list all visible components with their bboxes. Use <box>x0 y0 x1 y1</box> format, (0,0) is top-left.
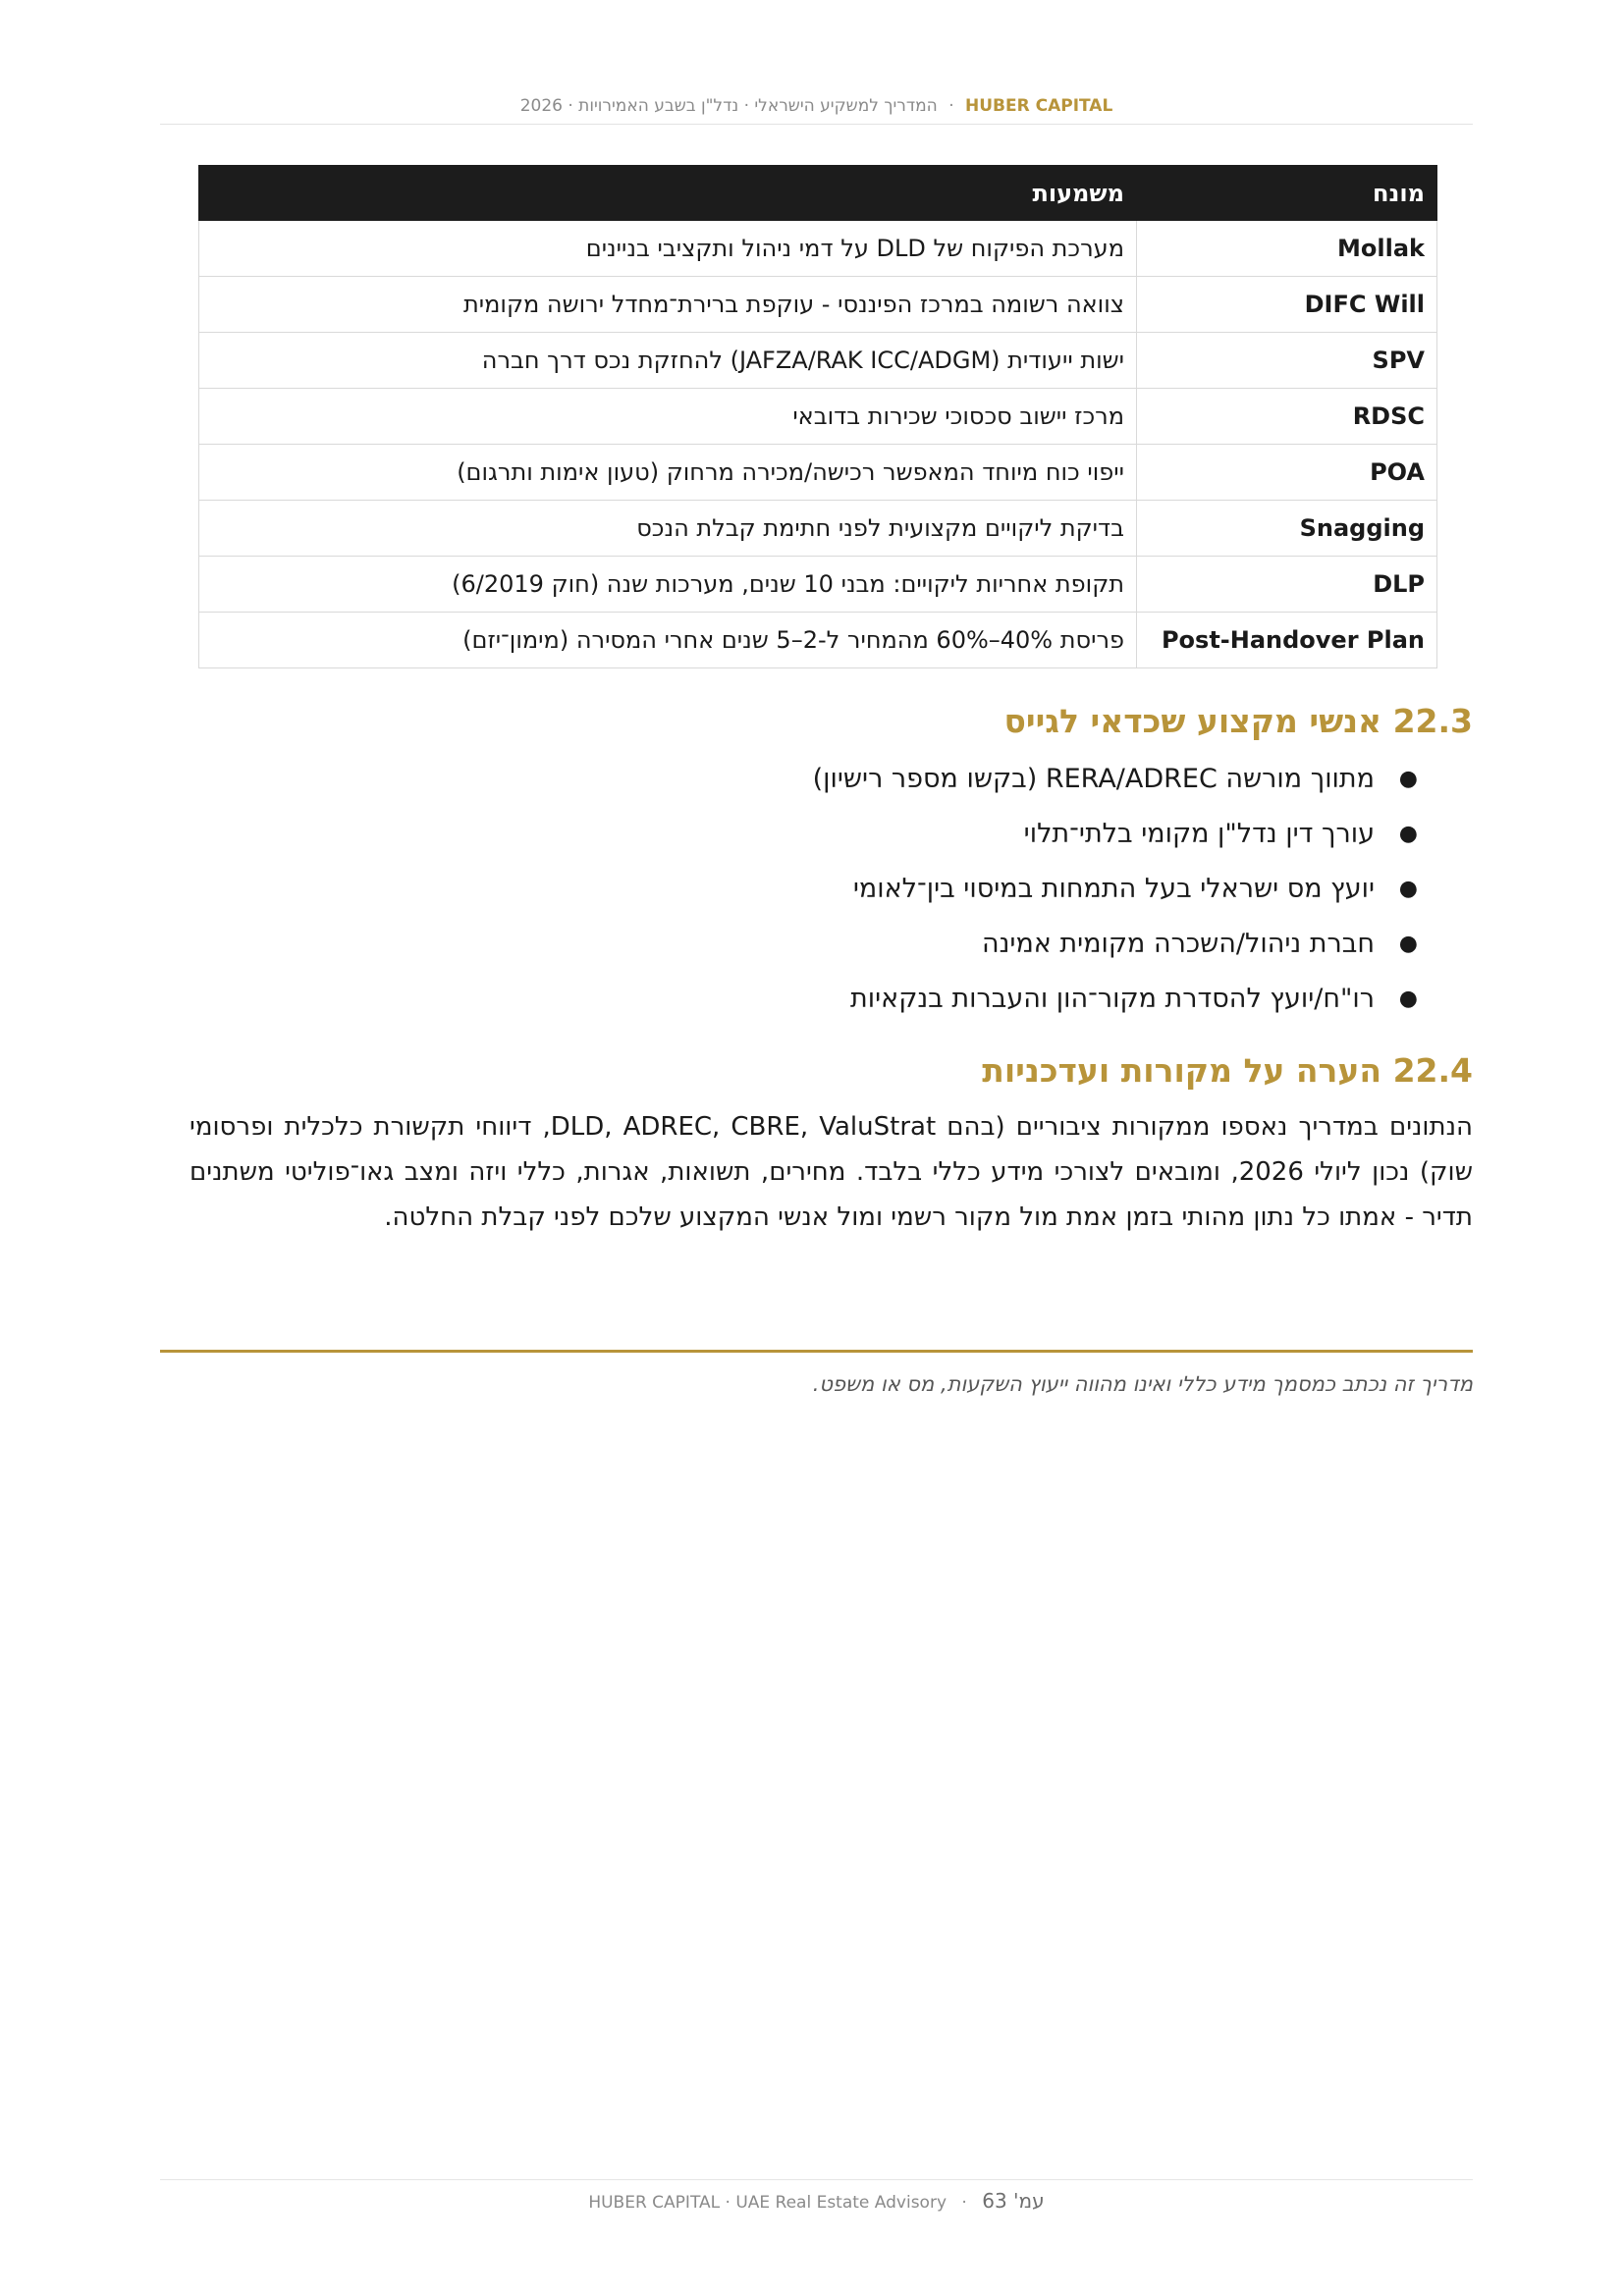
list-item-text: מתווך מורשה RERA/ADREC (בקשו מספר רישיון) <box>812 764 1375 794</box>
disclaimer-divider <box>160 1350 1473 1353</box>
document-page <box>160 0 1473 2296</box>
list-item <box>160 754 1473 809</box>
term-cell: POA <box>1137 445 1437 501</box>
bullet-icon: ● <box>1398 932 1418 956</box>
list-item <box>160 864 1473 919</box>
table-row <box>199 221 1437 277</box>
table-row <box>199 613 1437 668</box>
header-brand: HUBER CAPITAL <box>965 96 1113 116</box>
list-item-text: יועץ מס ישראלי בעל התמחות במיסוי בין־לאומי <box>852 874 1375 904</box>
meaning-cell: צוואה רשומה במרכז הפיננסי - עוקפת ברירת־מחדל ירושה מקומית <box>199 277 1137 333</box>
section-heading-sources: 22.4 הערה על מקורות ועדכניות <box>982 1051 1473 1090</box>
list-item <box>160 974 1473 1029</box>
term-cell: SPV <box>1137 333 1437 389</box>
table-row <box>199 557 1437 613</box>
column-header-term: מונח <box>1137 166 1437 221</box>
header-divider <box>160 124 1473 125</box>
term-cell: Post-Handover Plan <box>1137 613 1437 668</box>
footer-credit: HUBER CAPITAL · UAE Real Estate Advisory <box>588 2193 947 2213</box>
list-item <box>160 919 1473 974</box>
bullet-icon: ● <box>1398 987 1418 1011</box>
header-subtitle: המדריך למשקיע הישראלי · נדל"ן בשבע האמירויות · 2026 <box>519 96 938 116</box>
running-header <box>160 96 1473 124</box>
page-footer <box>160 2189 1473 2213</box>
footer-separator: · <box>961 2193 967 2213</box>
table-row <box>199 277 1437 333</box>
bullet-icon: ● <box>1398 767 1418 791</box>
term-cell: DLP <box>1137 557 1437 613</box>
term-cell: DIFC Will <box>1137 277 1437 333</box>
meaning-cell: פריסת 40%–60% מהמחיר ל-2–5 שנים אחרי המסירה (מימון־יזם) <box>199 613 1137 668</box>
term-cell: RDSC <box>1137 389 1437 445</box>
bullet-icon: ● <box>1398 877 1418 901</box>
footer-divider <box>160 2179 1473 2180</box>
meaning-cell: ישות ייעודית (JAFZA/RAK ICC/ADGM) להחזקת נכס דרך חברה <box>199 333 1137 389</box>
list-item-text: עורך דין נדל"ן מקומי בלתי־תלוי <box>1023 819 1375 849</box>
meaning-cell: מערכת הפיקוח של DLD על דמי ניהול ותקציבי בניינים <box>199 221 1137 277</box>
column-header-meaning: משמעות <box>199 166 1137 221</box>
glossary-header-row <box>199 166 1437 221</box>
page-number: עמ' 63 <box>982 2189 1045 2213</box>
term-cell: Mollak <box>1137 221 1437 277</box>
section-heading-professionals: 22.3 אנשי מקצוע שכדאי לגייס <box>1003 702 1473 740</box>
glossary-table <box>198 165 1437 668</box>
sources-paragraph: הנתונים במדריך נאספו ממקורות ציבוריים (בהם DLD, ADREC, CBRE, ValuStrat, דיווחי תקשורת כלכלית ופרסומי שוק) נכון ליולי 2026, ומובאים לצורכי מידע כללי בלבד. מחירים, תשואות, אגרות, כללי ויזה ומצב גאו־פוליטי משתנים תדיר - אמתו כל נתון מהותי בזמן אמת מול מקור רשמי ומול אנשי המקצוע שלכם לפני קבלת החלטה. <box>189 1112 1474 1232</box>
professionals-list <box>160 754 1473 1029</box>
table-row <box>199 333 1437 389</box>
table-row <box>199 445 1437 501</box>
bullet-icon: ● <box>1398 822 1418 846</box>
disclaimer-text: מדריך זה נכתב כמסמך מידע כללי ואינו מהווה ייעוץ השקעות, מס או משפט. <box>812 1372 1473 1396</box>
header-separator: · <box>948 96 954 116</box>
meaning-cell: תקופת אחריות ליקויים: מבני 10 שנים, מערכות שנה (חוק 6/2019) <box>199 557 1137 613</box>
term-cell: Snagging <box>1137 501 1437 557</box>
list-item <box>160 809 1473 864</box>
table-row <box>199 501 1437 557</box>
table-row <box>199 389 1437 445</box>
meaning-cell: מרכז יישוב סכסוכי שכירות בדובאי <box>199 389 1137 445</box>
meaning-cell: ייפוי כוח מיוחד המאפשר רכישה/מכירה מרחוק (טעון אימות ותרגום) <box>199 445 1137 501</box>
list-item-text: רו"ח/יועץ להסדרת מקור־הון והעברות בנקאיות <box>850 984 1375 1014</box>
list-item-text: חברת ניהול/השכרה מקומית אמינה <box>981 929 1375 959</box>
meaning-cell: בדיקת ליקויים מקצועית לפני חתימת קבלת הנכס <box>199 501 1137 557</box>
